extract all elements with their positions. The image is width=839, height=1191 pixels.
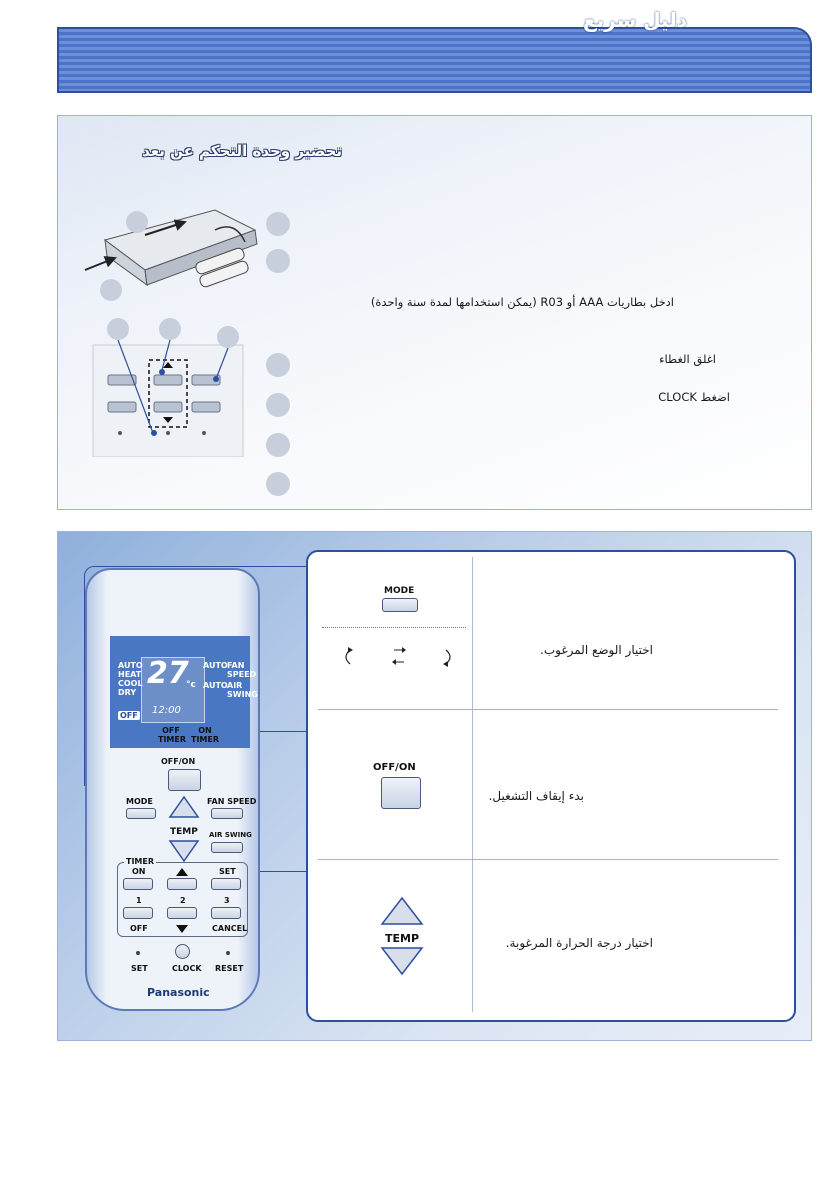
- offon-description: بدء إيقاف التشغيل.: [488, 789, 584, 803]
- mode-panel-button[interactable]: [382, 598, 418, 612]
- offon-panel-label: OFF/ON: [373, 762, 416, 773]
- mode-label: HEAT: [118, 670, 142, 679]
- temp-display: 27: [147, 656, 189, 691]
- remote-closeup-illustration: [88, 315, 258, 457]
- temp-panel-label: TEMP: [385, 932, 420, 945]
- timer-cancel-button[interactable]: [211, 907, 241, 919]
- on-label: ON: [132, 867, 146, 876]
- auto-fan-label: AUTO: [203, 661, 228, 670]
- row-divider: [318, 859, 778, 860]
- off-badge: OFF: [120, 711, 138, 720]
- air-swing-label: AIR SWING: [227, 681, 258, 699]
- mode-label: COOL: [118, 679, 143, 688]
- set-hole[interactable]: [136, 951, 140, 955]
- fan-speed-button[interactable]: [211, 808, 243, 819]
- off-timer-label: OFF TIMER: [158, 726, 187, 744]
- on-timer-label: ON TIMER: [190, 726, 220, 744]
- timer-off-button[interactable]: [123, 907, 153, 919]
- cancel-label: CANCEL: [212, 924, 248, 933]
- dotted-separator: [322, 627, 466, 628]
- row-divider: [318, 709, 778, 710]
- temp-label: TEMP: [170, 827, 198, 837]
- reset-label: RESET: [215, 964, 244, 973]
- label-2: 2: [180, 896, 186, 905]
- mode-label: MODE: [126, 797, 153, 806]
- off-label: OFF: [130, 924, 148, 933]
- timer-set-button[interactable]: [211, 878, 241, 890]
- mode-label: DRY: [118, 688, 137, 697]
- step-marker: [266, 472, 290, 496]
- offon-panel-button[interactable]: [381, 777, 421, 809]
- mode-button[interactable]: [126, 808, 156, 819]
- mode-label: AUTO: [118, 661, 143, 670]
- clock-button[interactable]: [175, 944, 190, 959]
- air-swing-button-label: AIR SWING: [209, 831, 252, 839]
- battery-illustration: [75, 200, 265, 310]
- header-banner: [57, 27, 812, 93]
- step-marker: [266, 393, 290, 417]
- reset-hole[interactable]: [226, 951, 230, 955]
- label-1: 1: [136, 896, 142, 905]
- clock-label: CLOCK: [172, 964, 202, 973]
- panel-divider: [472, 557, 473, 1012]
- timer-up-button[interactable]: [167, 878, 197, 890]
- label-3: 3: [224, 896, 230, 905]
- set-bottom-label: SET: [131, 964, 148, 973]
- step-press-clock: اضغط CLOCK: [658, 390, 730, 404]
- set-label: SET: [219, 867, 236, 876]
- mode-cycle-arrows-icon: [338, 644, 468, 670]
- mode-description: اختيار الوضع المرغوب.: [540, 643, 653, 657]
- brand-logo: Panasonic: [147, 986, 210, 999]
- fan-speed-button-label: FAN SPEED: [207, 797, 257, 806]
- step-marker: [266, 353, 290, 377]
- temp-description: اختيار درجة الحرارة المرغوبة.: [505, 936, 653, 950]
- prepare-title: تحضير وحدة التحكم عن بعد: [142, 142, 342, 160]
- auto-swing-label: AUTO: [203, 681, 228, 690]
- step-marker: [266, 212, 290, 236]
- page-title: دليل سريع: [582, 8, 687, 32]
- step-marker: [266, 433, 290, 457]
- temp-unit: °c: [186, 680, 196, 690]
- down-arrow-icon: [176, 925, 188, 933]
- mode-panel-label: MODE: [384, 586, 415, 596]
- timer-down-button[interactable]: [167, 907, 197, 919]
- offon-label: OFF/ON: [161, 757, 196, 766]
- step-marker: [266, 249, 290, 273]
- fan-speed-label: FAN SPEED: [227, 661, 257, 679]
- timer-label: TIMER: [126, 857, 155, 866]
- step-close-cover: اغلق الغطاء: [659, 352, 716, 366]
- timer-on-button[interactable]: [123, 878, 153, 890]
- air-swing-button[interactable]: [211, 842, 243, 853]
- step-insert-batteries: ادخل بطاريات AAA أو R03 (يمكن استخدامها لمدة سنة واحدة): [370, 295, 674, 309]
- connector-line: [257, 871, 308, 872]
- up-arrow-icon: [176, 868, 188, 876]
- clock-display: 12:00: [152, 705, 181, 716]
- offon-button[interactable]: [168, 769, 201, 791]
